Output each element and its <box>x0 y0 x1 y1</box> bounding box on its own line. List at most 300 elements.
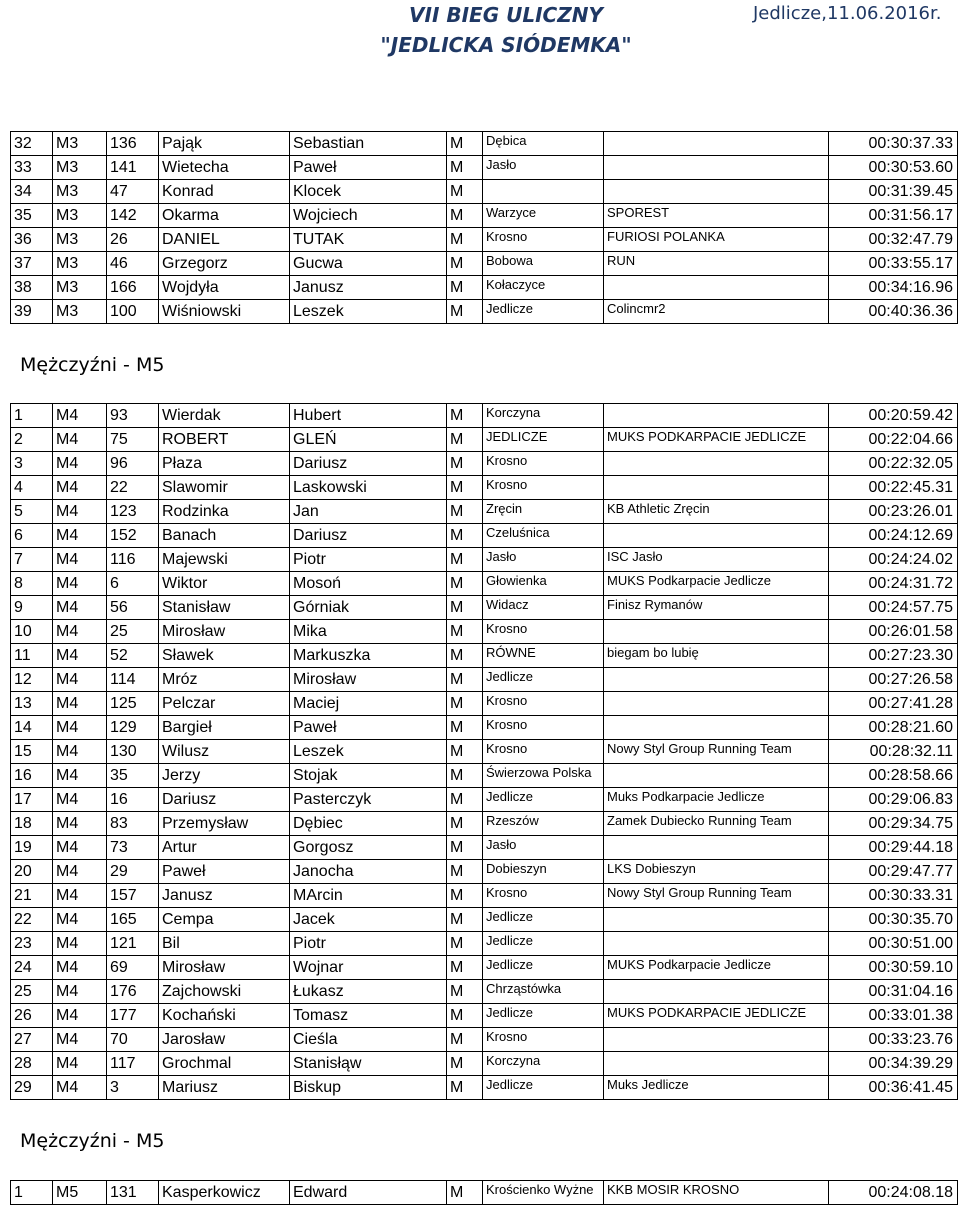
result-row <box>11 1181 958 1205</box>
cell-club <box>604 836 829 860</box>
result-row <box>11 228 958 252</box>
cell-bib: 25 <box>107 620 159 644</box>
cell-first-name: Bil <box>159 932 290 956</box>
cell-sex: M <box>447 1004 483 1028</box>
cell-first-name: Wierdak <box>159 404 290 428</box>
cell-bib: 166 <box>107 276 159 300</box>
cell-category: M4 <box>53 956 107 980</box>
result-row <box>11 476 958 500</box>
results-table-m3 <box>10 131 958 324</box>
cell-time: 00:24:31.72 <box>829 572 958 596</box>
cell-club <box>604 932 829 956</box>
cell-place: 7 <box>11 548 53 572</box>
cell-place: 28 <box>11 1052 53 1076</box>
cell-category: M4 <box>53 1052 107 1076</box>
cell-first-name: Paweł <box>159 860 290 884</box>
cell-bib: 29 <box>107 860 159 884</box>
cell-last-name: Markuszka <box>290 644 447 668</box>
cell-place: 37 <box>11 252 53 276</box>
result-row <box>11 428 958 452</box>
result-row <box>11 204 958 228</box>
cell-sex: M <box>447 1028 483 1052</box>
cell-first-name: Mariusz <box>159 1076 290 1100</box>
cell-time: 00:22:32.05 <box>829 452 958 476</box>
cell-time: 00:29:47.77 <box>829 860 958 884</box>
cell-category: M4 <box>53 764 107 788</box>
cell-place: 2 <box>11 428 53 452</box>
cell-time: 00:30:33.31 <box>829 884 958 908</box>
cell-first-name: Wilusz <box>159 740 290 764</box>
cell-time: 00:29:44.18 <box>829 836 958 860</box>
cell-time: 00:28:32.11 <box>829 740 958 764</box>
cell-place: 21 <box>11 884 53 908</box>
cell-last-name: Wojnar <box>290 956 447 980</box>
cell-city: Czeluśnica <box>483 524 604 548</box>
cell-sex: M <box>447 596 483 620</box>
cell-club: SPOREST <box>604 204 829 228</box>
cell-last-name: Piotr <box>290 932 447 956</box>
cell-club <box>604 156 829 180</box>
race-date: Jedlicze,11.06.2016r. <box>753 3 942 24</box>
cell-city: Jedlicze <box>483 932 604 956</box>
cell-city: Jedlicze <box>483 300 604 324</box>
cell-first-name: Rodzinka <box>159 500 290 524</box>
cell-club: LKS Dobieszyn <box>604 860 829 884</box>
cell-bib: 70 <box>107 1028 159 1052</box>
cell-city: Krosno <box>483 452 604 476</box>
cell-sex: M <box>447 884 483 908</box>
cell-city: Korczyna <box>483 404 604 428</box>
cell-last-name: Klocek <box>290 180 447 204</box>
cell-category: M4 <box>53 404 107 428</box>
results-table-m5 <box>10 1180 958 1205</box>
cell-last-name: Górniak <box>290 596 447 620</box>
cell-first-name: Artur <box>159 836 290 860</box>
result-row <box>11 548 958 572</box>
cell-last-name: Jacek <box>290 908 447 932</box>
cell-bib: 93 <box>107 404 159 428</box>
cell-category: M5 <box>53 1181 107 1205</box>
cell-category: M4 <box>53 668 107 692</box>
cell-club <box>604 1028 829 1052</box>
cell-club <box>604 276 829 300</box>
cell-time: 00:30:35.70 <box>829 908 958 932</box>
cell-last-name: Łukasz <box>290 980 447 1004</box>
cell-sex: M <box>447 180 483 204</box>
cell-category: M4 <box>53 980 107 1004</box>
cell-club: biegam bo lubię <box>604 644 829 668</box>
cell-place: 39 <box>11 300 53 324</box>
cell-club <box>604 180 829 204</box>
result-row <box>11 1028 958 1052</box>
cell-last-name: Leszek <box>290 740 447 764</box>
cell-place: 29 <box>11 1076 53 1100</box>
cell-sex: M <box>447 764 483 788</box>
cell-time: 00:28:21.60 <box>829 716 958 740</box>
cell-place: 12 <box>11 668 53 692</box>
cell-time: 00:30:37.33 <box>829 132 958 156</box>
result-row <box>11 276 958 300</box>
cell-time: 00:40:36.36 <box>829 300 958 324</box>
cell-place: 19 <box>11 836 53 860</box>
cell-club <box>604 452 829 476</box>
cell-last-name: Hubert <box>290 404 447 428</box>
cell-club: KB Athletic Zręcin <box>604 500 829 524</box>
cell-first-name: Majewski <box>159 548 290 572</box>
section-title-m5: Mężczyźni - M5 <box>20 1130 165 1152</box>
cell-category: M3 <box>53 180 107 204</box>
cell-place: 36 <box>11 228 53 252</box>
cell-place: 1 <box>11 1181 53 1205</box>
cell-category: M3 <box>53 300 107 324</box>
result-row <box>11 812 958 836</box>
cell-bib: 46 <box>107 252 159 276</box>
cell-club <box>604 1052 829 1076</box>
cell-time: 00:33:23.76 <box>829 1028 958 1052</box>
cell-place: 13 <box>11 692 53 716</box>
result-row <box>11 740 958 764</box>
cell-category: M3 <box>53 228 107 252</box>
cell-club <box>604 132 829 156</box>
cell-sex: M <box>447 300 483 324</box>
cell-place: 26 <box>11 1004 53 1028</box>
cell-bib: 116 <box>107 548 159 572</box>
cell-time: 00:24:12.69 <box>829 524 958 548</box>
cell-time: 00:27:41.28 <box>829 692 958 716</box>
cell-sex: M <box>447 908 483 932</box>
cell-first-name: Grochmal <box>159 1052 290 1076</box>
cell-time: 00:27:26.58 <box>829 668 958 692</box>
cell-city: Krosno <box>483 884 604 908</box>
cell-first-name: Janusz <box>159 884 290 908</box>
cell-place: 14 <box>11 716 53 740</box>
cell-city: Krosno <box>483 1028 604 1052</box>
cell-sex: M <box>447 860 483 884</box>
cell-last-name: Gucwa <box>290 252 447 276</box>
cell-time: 00:26:01.58 <box>829 620 958 644</box>
cell-time: 00:36:41.45 <box>829 1076 958 1100</box>
cell-time: 00:34:16.96 <box>829 276 958 300</box>
section-title-m4: Mężczyźni - M5 <box>20 354 165 376</box>
cell-city: Jedlicze <box>483 788 604 812</box>
cell-club <box>604 404 829 428</box>
cell-bib: 56 <box>107 596 159 620</box>
result-row <box>11 620 958 644</box>
cell-category: M4 <box>53 884 107 908</box>
cell-time: 00:32:47.79 <box>829 228 958 252</box>
cell-place: 16 <box>11 764 53 788</box>
result-row <box>11 132 958 156</box>
cell-first-name: DANIEL <box>159 228 290 252</box>
cell-bib: 69 <box>107 956 159 980</box>
cell-time: 00:34:39.29 <box>829 1052 958 1076</box>
cell-place: 24 <box>11 956 53 980</box>
cell-last-name: Janusz <box>290 276 447 300</box>
result-row <box>11 908 958 932</box>
cell-sex: M <box>447 740 483 764</box>
cell-sex: M <box>447 452 483 476</box>
cell-first-name: ROBERT <box>159 428 290 452</box>
cell-sex: M <box>447 668 483 692</box>
cell-place: 5 <box>11 500 53 524</box>
cell-bib: 26 <box>107 228 159 252</box>
cell-place: 15 <box>11 740 53 764</box>
cell-club <box>604 620 829 644</box>
cell-last-name: GLEŃ <box>290 428 447 452</box>
cell-place: 25 <box>11 980 53 1004</box>
cell-sex: M <box>447 228 483 252</box>
cell-first-name: Wietecha <box>159 156 290 180</box>
cell-sex: M <box>447 644 483 668</box>
cell-last-name: Wojciech <box>290 204 447 228</box>
cell-last-name: Cieśla <box>290 1028 447 1052</box>
cell-city: Kołaczyce <box>483 276 604 300</box>
cell-city <box>483 180 604 204</box>
cell-club <box>604 980 829 1004</box>
cell-sex: M <box>447 980 483 1004</box>
cell-category: M3 <box>53 132 107 156</box>
cell-city: Widacz <box>483 596 604 620</box>
cell-first-name: Mirosław <box>159 956 290 980</box>
result-row <box>11 716 958 740</box>
cell-place: 23 <box>11 932 53 956</box>
result-row <box>11 500 958 524</box>
cell-sex: M <box>447 788 483 812</box>
cell-bib: 117 <box>107 1052 159 1076</box>
cell-bib: 123 <box>107 500 159 524</box>
cell-place: 22 <box>11 908 53 932</box>
cell-last-name: Biskup <box>290 1076 447 1100</box>
cell-category: M4 <box>53 572 107 596</box>
cell-city: Głowienka <box>483 572 604 596</box>
cell-city: Krosno <box>483 740 604 764</box>
cell-sex: M <box>447 692 483 716</box>
cell-club: MUKS Podkarpacie Jedlicze <box>604 956 829 980</box>
cell-sex: M <box>447 1181 483 1205</box>
cell-category: M3 <box>53 156 107 180</box>
cell-club: KKB MOSIR KROSNO <box>604 1181 829 1205</box>
cell-first-name: Zajchowski <box>159 980 290 1004</box>
cell-city: Jedlicze <box>483 908 604 932</box>
result-row <box>11 404 958 428</box>
result-row <box>11 764 958 788</box>
cell-sex: M <box>447 620 483 644</box>
cell-place: 17 <box>11 788 53 812</box>
cell-last-name: Edward <box>290 1181 447 1205</box>
cell-city: Krosno <box>483 476 604 500</box>
cell-city: Krosno <box>483 620 604 644</box>
cell-category: M4 <box>53 716 107 740</box>
cell-time: 00:28:58.66 <box>829 764 958 788</box>
cell-city: Dębica <box>483 132 604 156</box>
cell-bib: 157 <box>107 884 159 908</box>
cell-city: Krosno <box>483 692 604 716</box>
cell-last-name: Paweł <box>290 716 447 740</box>
cell-last-name: Gorgosz <box>290 836 447 860</box>
cell-time: 00:30:53.60 <box>829 156 958 180</box>
cell-bib: 131 <box>107 1181 159 1205</box>
cell-category: M4 <box>53 644 107 668</box>
cell-place: 9 <box>11 596 53 620</box>
race-title <box>376 0 636 60</box>
cell-bib: 141 <box>107 156 159 180</box>
cell-first-name: Okarma <box>159 204 290 228</box>
cell-first-name: Cempa <box>159 908 290 932</box>
cell-time: 00:24:24.02 <box>829 548 958 572</box>
cell-city: Jasło <box>483 836 604 860</box>
cell-sex: M <box>447 252 483 276</box>
cell-last-name: Laskowski <box>290 476 447 500</box>
cell-place: 4 <box>11 476 53 500</box>
cell-sex: M <box>447 716 483 740</box>
cell-city: Jedlicze <box>483 1076 604 1100</box>
cell-bib: 16 <box>107 788 159 812</box>
cell-time: 00:31:56.17 <box>829 204 958 228</box>
result-row <box>11 860 958 884</box>
cell-category: M4 <box>53 908 107 932</box>
cell-place: 11 <box>11 644 53 668</box>
cell-club: ISC Jasło <box>604 548 829 572</box>
cell-category: M4 <box>53 1004 107 1028</box>
result-row <box>11 788 958 812</box>
cell-club: MUKS PODKARPACIE JEDLICZE <box>604 428 829 452</box>
cell-last-name: Janocha <box>290 860 447 884</box>
cell-last-name: Stojak <box>290 764 447 788</box>
cell-first-name: Wojdyła <box>159 276 290 300</box>
cell-category: M4 <box>53 428 107 452</box>
cell-city: Rzeszów <box>483 812 604 836</box>
cell-city: Jedlicze <box>483 956 604 980</box>
cell-place: 6 <box>11 524 53 548</box>
cell-category: M4 <box>53 788 107 812</box>
cell-sex: M <box>447 132 483 156</box>
cell-city: Jedlicze <box>483 668 604 692</box>
cell-first-name: Dariusz <box>159 788 290 812</box>
result-row <box>11 668 958 692</box>
cell-time: 00:33:01.38 <box>829 1004 958 1028</box>
cell-bib: 52 <box>107 644 159 668</box>
cell-first-name: Slawomir <box>159 476 290 500</box>
cell-bib: 165 <box>107 908 159 932</box>
results-table-m4 <box>10 403 958 1100</box>
cell-last-name: Leszek <box>290 300 447 324</box>
cell-last-name: Mirosław <box>290 668 447 692</box>
cell-city: Jasło <box>483 548 604 572</box>
cell-category: M4 <box>53 932 107 956</box>
cell-category: M3 <box>53 252 107 276</box>
cell-city: RÓWNE <box>483 644 604 668</box>
cell-last-name: Piotr <box>290 548 447 572</box>
cell-place: 1 <box>11 404 53 428</box>
result-row <box>11 156 958 180</box>
cell-last-name: Tomasz <box>290 1004 447 1028</box>
cell-club: Colincmr2 <box>604 300 829 324</box>
cell-city: Bobowa <box>483 252 604 276</box>
cell-first-name: Mirosław <box>159 620 290 644</box>
cell-city: Chrząstówka <box>483 980 604 1004</box>
cell-place: 10 <box>11 620 53 644</box>
cell-category: M4 <box>53 1028 107 1052</box>
race-title-line2: "JEDLICKA SIÓDEMKA" <box>380 33 632 57</box>
cell-sex: M <box>447 572 483 596</box>
cell-bib: 121 <box>107 932 159 956</box>
cell-category: M4 <box>53 620 107 644</box>
cell-city: Krosno <box>483 716 604 740</box>
result-row <box>11 644 958 668</box>
cell-first-name: Płaza <box>159 452 290 476</box>
cell-first-name: Grzegorz <box>159 252 290 276</box>
cell-time: 00:31:39.45 <box>829 180 958 204</box>
cell-first-name: Pelczar <box>159 692 290 716</box>
cell-first-name: Przemysław <box>159 812 290 836</box>
cell-bib: 177 <box>107 1004 159 1028</box>
cell-bib: 75 <box>107 428 159 452</box>
cell-category: M4 <box>53 812 107 836</box>
cell-category: M4 <box>53 500 107 524</box>
cell-last-name: Sebastian <box>290 132 447 156</box>
cell-last-name: Pasterczyk <box>290 788 447 812</box>
cell-sex: M <box>447 524 483 548</box>
cell-city: Świerzowa Polska <box>483 764 604 788</box>
cell-first-name: Jerzy <box>159 764 290 788</box>
cell-last-name: TUTAK <box>290 228 447 252</box>
result-row <box>11 596 958 620</box>
cell-first-name: Pająk <box>159 132 290 156</box>
cell-last-name: Dariusz <box>290 452 447 476</box>
cell-bib: 83 <box>107 812 159 836</box>
cell-club: Finisz Rymanów <box>604 596 829 620</box>
cell-sex: M <box>447 428 483 452</box>
cell-club: FURIOSI POLANKA <box>604 228 829 252</box>
cell-category: M4 <box>53 836 107 860</box>
cell-sex: M <box>447 156 483 180</box>
cell-club: RUN <box>604 252 829 276</box>
result-row <box>11 932 958 956</box>
cell-club: MUKS Podkarpacie Jedlicze <box>604 572 829 596</box>
cell-place: 33 <box>11 156 53 180</box>
cell-last-name: Paweł <box>290 156 447 180</box>
cell-club <box>604 476 829 500</box>
cell-category: M4 <box>53 740 107 764</box>
result-row <box>11 180 958 204</box>
result-row <box>11 1004 958 1028</box>
cell-club: MUKS PODKARPACIE JEDLICZE <box>604 1004 829 1028</box>
cell-time: 00:22:04.66 <box>829 428 958 452</box>
cell-sex: M <box>447 1076 483 1100</box>
cell-place: 3 <box>11 452 53 476</box>
cell-place: 20 <box>11 860 53 884</box>
cell-first-name: Bargieł <box>159 716 290 740</box>
cell-time: 00:30:59.10 <box>829 956 958 980</box>
result-row <box>11 300 958 324</box>
cell-category: M4 <box>53 452 107 476</box>
cell-sex: M <box>447 1052 483 1076</box>
result-row <box>11 956 958 980</box>
cell-bib: 35 <box>107 764 159 788</box>
cell-place: 38 <box>11 276 53 300</box>
cell-first-name: Kasperkowicz <box>159 1181 290 1205</box>
cell-category: M4 <box>53 860 107 884</box>
cell-category: M4 <box>53 524 107 548</box>
cell-category: M4 <box>53 476 107 500</box>
cell-time: 00:33:55.17 <box>829 252 958 276</box>
cell-city: Warzyce <box>483 204 604 228</box>
cell-time: 00:23:26.01 <box>829 500 958 524</box>
cell-club <box>604 668 829 692</box>
cell-club <box>604 524 829 548</box>
cell-club <box>604 908 829 932</box>
cell-city: JEDLICZE <box>483 428 604 452</box>
